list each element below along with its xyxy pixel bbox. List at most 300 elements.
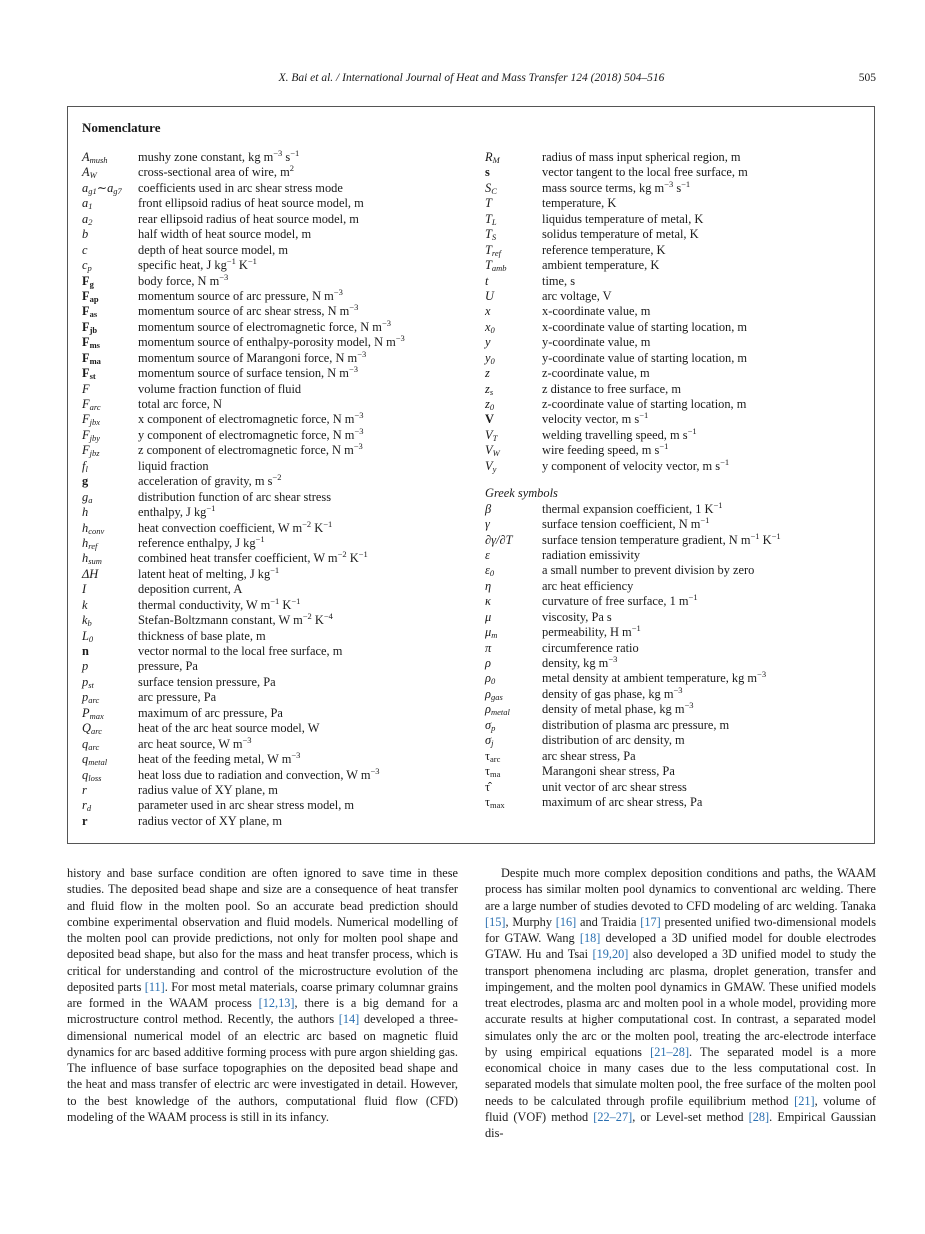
unit-exponent: −3 bbox=[333, 286, 343, 297]
symbol-subscript: metal bbox=[490, 707, 510, 718]
unit-exponent: −1 bbox=[639, 410, 649, 421]
nomenclature-symbol: I bbox=[82, 582, 87, 597]
symbol-subscript: l bbox=[85, 463, 88, 474]
nomenclature-entry bbox=[485, 397, 870, 412]
nomenclature-symbol: κ bbox=[485, 594, 491, 609]
nomenclature-entry bbox=[82, 150, 472, 165]
nomenclature-box bbox=[67, 106, 875, 844]
nomenclature-symbol: τ̂ bbox=[485, 779, 490, 794]
nomenclature-symbol: $A_W$ bbox=[82, 165, 97, 181]
nomenclature-symbol: $\tau_{max}$ bbox=[485, 794, 505, 810]
citation-link: [17] bbox=[640, 914, 661, 929]
nomenclature-definition: y component of velocity vector, m $s^{-1}$ bbox=[542, 456, 730, 473]
nomenclature-entry bbox=[485, 304, 870, 319]
nomenclature-definition: density, kg $m^{-3}$ bbox=[542, 654, 618, 670]
unit-exponent: −1 bbox=[270, 564, 280, 575]
nomenclature-definition: momentum source of surface tension, N $m^{-3}$ bbox=[138, 364, 358, 381]
nomenclature-symbol: $c_p$ bbox=[82, 258, 92, 274]
unit-exponent: −3 bbox=[608, 654, 618, 664]
nomenclature-definition: coefficients used in arc shear stress mode bbox=[138, 180, 343, 195]
nomenclature-entry bbox=[82, 505, 472, 520]
nomenclature-symbol: $h_{ref}$ bbox=[82, 535, 98, 551]
symbol-subscript: ap bbox=[89, 293, 99, 304]
nomenclature-entry bbox=[485, 335, 870, 350]
symbol-subscript: S bbox=[491, 232, 497, 243]
nomenclature-definition: surface tension pressure, Pa bbox=[138, 674, 276, 689]
nomenclature-entry bbox=[82, 412, 472, 427]
nomenclature-definition: solidus temperature of metal, K bbox=[542, 227, 699, 242]
nomenclature-symbol: $\tau_{arc}$ bbox=[485, 748, 501, 764]
nomenclature-definition: thermal conductivity, W $m^{-1}$ $K^{-1}$ bbox=[138, 595, 301, 612]
symbol-subscript: m bbox=[491, 630, 498, 641]
nomenclature-definition: depth of heat source model, m bbox=[138, 242, 289, 257]
nomenclature-symbol: $F_{jbz}$ bbox=[82, 443, 100, 459]
unit-exponent: −3 bbox=[370, 765, 380, 776]
unit-exponent: −1 bbox=[226, 256, 236, 267]
nomenclature-entry bbox=[485, 610, 870, 625]
nomenclature-definition: radiation emissivity bbox=[542, 547, 641, 562]
nomenclature-definition: deposition current, A bbox=[138, 582, 243, 597]
nomenclature-symbol: $q_{loss}$ bbox=[82, 767, 102, 783]
nomenclature-entry bbox=[82, 734, 472, 752]
citation-link: [19,20] bbox=[592, 947, 629, 962]
nomenclature-entry bbox=[82, 196, 472, 211]
nomenclature-entry bbox=[82, 629, 472, 644]
symbol-subscript: 0 bbox=[489, 402, 495, 412]
nomenclature-entry bbox=[82, 490, 472, 505]
nomenclature-symbol: $T_{ref}$ bbox=[485, 242, 502, 258]
symbol-subscript: T bbox=[492, 432, 498, 443]
nomenclature-symbol: $\rho_{metal}$ bbox=[485, 702, 510, 718]
nomenclature-entry bbox=[485, 795, 870, 810]
nomenclature-symbol: k bbox=[82, 597, 88, 612]
nomenclature-entry bbox=[485, 212, 870, 227]
symbol-subscript: max bbox=[489, 799, 505, 810]
symbol-subscript: d bbox=[86, 803, 92, 814]
symbol-subscript: mush bbox=[89, 155, 108, 165]
nomenclature-entry bbox=[82, 706, 472, 721]
nomenclature-entry bbox=[485, 656, 870, 671]
nomenclature-entry bbox=[485, 764, 870, 779]
paragraph: Despite much more complex deposition conditions and paths, the WAAM process has similar molten pool dynamics to conventional arc welding. There are a large number of studies devoted to CFD modeling of arc welding. Tanaka [15], Murphy [16] and Traidia [17] presented unified two-dimensional models for GTAW. Wang [18] developed a 3D unified model for double electrodes GTAW. Hu and Tsai [19,20] also developed a 3D unified model to study the transport phenomena including arc plasma, droplet generation, transfer and impingement, and the molten pool dynamics in GMAW. These unified models treat electrodes, plasma arc and molten pool in a whole model, providing more accurate results at higher computational cost. In contrast, a separated model simulates only the arc or the molten pool, treating the arc-electrode interface by using empirical equations [21–28]. The separated model is a more economical choice in many cases due to the less computational cost. In separated models that simulate molten pool, the free surface of the molten pool needs to be calculated through profile equilibrium method [21], volume of fluid (VOF) method [22–27], or Level-set method [28]. Empirical Gaussian dis- bbox=[485, 866, 877, 1140]
nomenclature-entry bbox=[82, 752, 472, 767]
symbol-subscript: arc bbox=[489, 753, 501, 764]
nomenclature-symbol: $h_{conv}$ bbox=[82, 520, 105, 536]
section-gap bbox=[485, 474, 870, 486]
nomenclature-symbol: U bbox=[485, 288, 494, 303]
nomenclature-symbol: ΔH bbox=[82, 566, 99, 581]
nomenclature-entry bbox=[485, 258, 870, 273]
nomenclature-symbol: h bbox=[82, 505, 89, 520]
nomenclature-symbol: ∂γ/∂T bbox=[485, 532, 513, 547]
nomenclature-entry bbox=[82, 659, 472, 674]
citation-link: [28] bbox=[748, 1109, 770, 1124]
nomenclature-definition: z-coordinate value of starting location, m bbox=[542, 397, 747, 411]
nomenclature-symbol: g bbox=[82, 474, 89, 489]
nomenclature-symbol: $F_{ap}$ bbox=[82, 288, 99, 304]
nomenclature-entry bbox=[82, 518, 472, 536]
nomenclature-entry bbox=[485, 382, 870, 397]
nomenclature-definition: liquid fraction bbox=[138, 458, 209, 473]
nomenclature-entry bbox=[82, 258, 472, 273]
unit-exponent: −1 bbox=[290, 148, 300, 158]
nomenclature-definition: pressure, Pa bbox=[138, 659, 198, 674]
symbol-subscript: p bbox=[491, 722, 496, 733]
nomenclature-definition: density of gas phase, kg $m^{-3}$ bbox=[542, 684, 683, 701]
nomenclature-definition: Stefan-Boltzmann constant, W $m^{-2}$ $K^{-4}$ bbox=[138, 611, 333, 628]
nomenclature-entry bbox=[82, 644, 472, 659]
nomenclature-symbol: c bbox=[82, 242, 88, 257]
nomenclature-entry bbox=[485, 548, 870, 563]
nomenclature-entry bbox=[82, 382, 472, 397]
nomenclature-definition: welding travelling speed, m $s^{-1}$ bbox=[542, 425, 697, 442]
nomenclature-definition: viscosity, Pa s bbox=[542, 609, 612, 624]
nomenclature-entry bbox=[485, 456, 870, 474]
body-text-right-column bbox=[485, 865, 876, 1141]
unit-exponent: −1 bbox=[358, 549, 368, 560]
nomenclature-entry bbox=[82, 443, 472, 458]
symbol-subscript: M bbox=[492, 155, 500, 165]
symbol-subscript: max bbox=[89, 710, 104, 721]
nomenclature-entry bbox=[82, 675, 472, 690]
symbol-subscript: 1 bbox=[88, 201, 93, 212]
nomenclature-symbol: p bbox=[82, 659, 89, 674]
nomenclature-symbol: $x_0$ bbox=[485, 319, 495, 335]
nomenclature-symbol: $V_W$ bbox=[485, 443, 500, 459]
symbol-subscript: 0 bbox=[490, 324, 495, 335]
unit-exponent: −3 bbox=[291, 750, 301, 761]
nomenclature-definition: surface tension coefficient, N $m^{-1}$ bbox=[542, 515, 710, 532]
nomenclature-definition: maximum of arc pressure, Pa bbox=[138, 705, 283, 720]
symbol-subscript: ma bbox=[489, 769, 501, 780]
nomenclature-entry bbox=[485, 499, 870, 517]
nomenclature-symbol: $P_{max}$ bbox=[82, 705, 104, 721]
unit-exponent: −1 bbox=[291, 595, 301, 606]
citation-link: [11] bbox=[144, 979, 165, 994]
nomenclature-entry bbox=[485, 530, 870, 548]
nomenclature-entry bbox=[485, 517, 870, 532]
nomenclature-symbol: $a_1$ bbox=[82, 196, 93, 212]
nomenclature-entry bbox=[485, 243, 870, 258]
unit-exponent: −3 bbox=[684, 700, 694, 711]
nomenclature-definition: momentum source of enthalpy-porosity model, N $m^{-3}$ bbox=[138, 333, 405, 350]
nomenclature-symbol: x bbox=[485, 304, 491, 319]
nomenclature-symbol: $L_0$ bbox=[82, 628, 94, 644]
nomenclature-symbol: $g_a$ bbox=[82, 489, 93, 505]
nomenclature-symbol: $h_{sum}$ bbox=[82, 551, 102, 567]
nomenclature-definition: maximum of arc shear stress, Pa bbox=[542, 794, 703, 809]
nomenclature-entry bbox=[82, 286, 472, 304]
nomenclature-definition: z component of electromagnetic force, N $m^{-3}$ bbox=[138, 441, 363, 458]
nomenclature-definition: x-coordinate value, m bbox=[542, 304, 651, 319]
nomenclature-symbol: $F_{jby}$ bbox=[82, 427, 100, 443]
nomenclature-symbol: z bbox=[485, 366, 490, 381]
unit-exponent: −1 bbox=[688, 592, 698, 603]
nomenclature-symbol: $Q_{arc}$ bbox=[82, 721, 102, 737]
nomenclature-entry bbox=[485, 227, 870, 242]
nomenclature-symbol: $S_C$ bbox=[485, 180, 497, 196]
nomenclature-entry bbox=[485, 563, 870, 578]
nomenclature-entry bbox=[82, 474, 472, 489]
symbol-subscript: arc bbox=[89, 402, 101, 412]
symbol-subscript: 0 bbox=[88, 633, 94, 644]
nomenclature-entry bbox=[485, 351, 870, 366]
symbol-subscript: arc bbox=[90, 726, 102, 737]
citation-link: [21] bbox=[794, 1093, 815, 1108]
nomenclature-symbol: y bbox=[485, 335, 491, 350]
symbol-subscript: g7 bbox=[113, 185, 122, 196]
nomenclature-entry bbox=[82, 783, 472, 798]
nomenclature-definition: front ellipsoid radius of heat source model, m bbox=[138, 196, 364, 211]
nomenclature-entry bbox=[485, 718, 870, 733]
symbol-subscript: 0 bbox=[489, 568, 495, 579]
symbol-subscript: W bbox=[492, 448, 500, 459]
symbol-subscript: g bbox=[89, 278, 94, 289]
nomenclature-definition: distribution of plasma arc pressure, m bbox=[542, 717, 730, 732]
unit-exponent: −1 bbox=[323, 518, 333, 529]
nomenclature-symbol: $R_M$ bbox=[485, 150, 500, 165]
nomenclature-entry bbox=[82, 595, 472, 613]
nomenclature-symbol: μ bbox=[485, 609, 492, 624]
nomenclature-entry bbox=[485, 749, 870, 764]
unit-exponent: −3 bbox=[353, 441, 363, 452]
nomenclature-definition: distribution of arc density, m bbox=[542, 733, 685, 748]
nomenclature-symbol: $a_2$ bbox=[82, 211, 93, 227]
symbol-subscript: b bbox=[87, 618, 92, 629]
nomenclature-definition: specific heat, J $kg^{-1}$ $K^{-1}$ bbox=[138, 256, 257, 273]
symbol-subscript: ma bbox=[89, 355, 101, 366]
body-text-left-column bbox=[67, 865, 458, 1125]
nomenclature-definition: z-coordinate value, m bbox=[542, 366, 650, 381]
symbol-subscript: 0 bbox=[490, 676, 496, 687]
nomenclature-title: Nomenclature bbox=[82, 120, 161, 135]
nomenclature-definition: parameter used in arc shear stress model, m bbox=[138, 798, 355, 813]
nomenclature-definition: arc heat source, W $m^{-3}$ bbox=[138, 734, 252, 751]
nomenclature-symbol: $F_{st}$ bbox=[82, 366, 96, 382]
nomenclature-entry bbox=[485, 702, 870, 717]
nomenclature-entry bbox=[82, 271, 472, 289]
nomenclature-definition: y-coordinate value of starting location, m bbox=[542, 350, 748, 365]
nomenclature-definition: heat convection coefficient, W $m^{-2}$ $K^{-1}$ bbox=[138, 518, 333, 535]
greek-symbols-heading: Greek symbols bbox=[485, 486, 558, 501]
unit-exponent: −1 bbox=[681, 178, 691, 189]
nomenclature-symbol: $T_S$ bbox=[485, 227, 497, 243]
nomenclature-entry bbox=[485, 366, 870, 381]
nomenclature-definition: density of metal phase, kg $m^{-3}$ bbox=[542, 700, 694, 717]
paragraph: history and base surface condition are often ignored to save time in these studies. The deposited bead shape and size are a consequence of heat transfer and fluid flow in the molten pool. So an accurate bead prediction should combine experimental observation and fluid models. Numerical modelling of the molten pool can provide predictions, not only for molten pool shape and deposited bead shape, but also for the mass and heat transfer process, which is critical for understanding and control of the microstructure evolution of the deposited parts [11]. For most metal materials, coarse primary columnar grains are formed in the WAAM process [12,13], there is a big demand for a microstructure control method. Recently, the authors [14] developed a three-dimensional numerical model of an electric arc based on magnetic fluid dynamics for arc based additive forming process with pure argon shielding gas. The influence of base surface topographies on the deposited bead shape and the heat and mass transfer of electric arc were investigated in detail. However, to the best knowledge of the authors, computational fluid flow (CFD) modeling of the WAAM process is still in its infancy. bbox=[67, 866, 458, 1124]
unit-exponent: −2 bbox=[272, 472, 282, 483]
nomenclature-definition: acceleration of gravity, m $s^{-2}$ bbox=[138, 472, 282, 489]
unit-exponent: −3 bbox=[348, 364, 358, 375]
nomenclature-entry bbox=[82, 798, 472, 813]
nomenclature-entry bbox=[82, 227, 472, 242]
symbol-subscript: W bbox=[89, 170, 97, 181]
nomenclature-definition: volume fraction function of fluid bbox=[138, 381, 302, 396]
nomenclature-definition: time, s bbox=[542, 273, 576, 288]
nomenclature-symbol: $F_{jbx}$ bbox=[82, 412, 100, 428]
nomenclature-symbol: $F_g$ bbox=[82, 273, 94, 289]
nomenclature-symbol: n bbox=[82, 644, 89, 658]
nomenclature-symbol: γ bbox=[485, 517, 490, 532]
nomenclature-definition: half width of heat source model, m bbox=[138, 227, 312, 242]
nomenclature-symbol: T bbox=[485, 196, 492, 211]
nomenclature-symbol: $\sigma_p$ bbox=[485, 717, 496, 733]
nomenclature-entry bbox=[485, 320, 870, 335]
nomenclature-definition: velocity vector, m $s^{-1}$ bbox=[542, 410, 649, 427]
nomenclature-symbol: $V_y$ bbox=[485, 458, 497, 474]
nomenclature-entry bbox=[485, 289, 870, 304]
citation-link: [22–27] bbox=[593, 1109, 633, 1124]
nomenclature-definition: surface tension temperature gradient, N $m^{-1}$ $K^{-1}$ bbox=[542, 530, 781, 547]
nomenclature-definition: mushy zone constant, kg $m^{-3}$ $s^{-1}$ bbox=[138, 148, 300, 164]
unit-exponent: −3 bbox=[395, 333, 405, 344]
unit-exponent: −3 bbox=[381, 317, 391, 328]
nomenclature-definition: arc shear stress, Pa bbox=[542, 748, 636, 763]
nomenclature-symbol: F bbox=[82, 381, 90, 396]
nomenclature-entry bbox=[82, 425, 472, 443]
nomenclature-symbol: $k_b$ bbox=[82, 613, 92, 629]
symbol-subscript: L bbox=[491, 216, 497, 227]
unit-exponent: −3 bbox=[273, 148, 283, 158]
symbol-subscript: a bbox=[88, 494, 93, 505]
nomenclature-symbol: $V_T$ bbox=[485, 427, 498, 443]
nomenclature-symbol: $z_s$ bbox=[485, 381, 494, 397]
nomenclature-definition: momentum source of electromagnetic force, N $m^{-3}$ bbox=[138, 317, 391, 334]
nomenclature-entry bbox=[485, 641, 870, 656]
nomenclature-definition: metal density at ambient temperature, kg $m^{-3}$ bbox=[542, 669, 767, 686]
symbol-subscript: conv bbox=[88, 525, 105, 536]
citation-link: [16] bbox=[555, 914, 577, 929]
unit-exponent: −1 bbox=[700, 515, 710, 526]
symbol-subscript: 0 bbox=[490, 355, 495, 366]
unit-exponent: −1 bbox=[631, 623, 641, 634]
nomenclature-entry bbox=[82, 564, 472, 582]
nomenclature-definition: enthalpy, J $kg^{-1}$ bbox=[138, 503, 216, 520]
nomenclature-entry bbox=[82, 348, 472, 366]
nomenclature-entry bbox=[82, 243, 472, 258]
unit-exponent: −1 bbox=[720, 456, 730, 467]
nomenclature-symbol: $a_{g1}\sim a_{g7}$ bbox=[82, 180, 122, 196]
nomenclature-symbol: $\rho_{gas}$ bbox=[485, 686, 503, 702]
nomenclature-definition: Marangoni shear stress, Pa bbox=[542, 764, 675, 779]
nomenclature-symbol: V bbox=[485, 412, 494, 427]
nomenclature-definition: reference enthalpy, J $kg^{-1}$ bbox=[138, 533, 265, 550]
nomenclature-entry bbox=[485, 425, 870, 443]
symbol-subscript: C bbox=[491, 185, 497, 196]
nomenclature-symbol: ε bbox=[485, 547, 490, 562]
nomenclature-symbol: $p_{st}$ bbox=[82, 674, 94, 690]
unit-exponent: −1 bbox=[687, 425, 697, 436]
nomenclature-symbol: $z_0$ bbox=[485, 397, 495, 412]
running-header bbox=[67, 72, 876, 90]
nomenclature-entry bbox=[485, 780, 870, 795]
nomenclature-entry bbox=[82, 397, 472, 412]
nomenclature-definition: momentum source of arc shear stress, N $m^{-3}$ bbox=[138, 302, 359, 319]
citation-link: [15] bbox=[485, 914, 506, 929]
unit-exponent: −1 bbox=[750, 530, 760, 541]
symbol-subscript: arc bbox=[88, 741, 100, 752]
nomenclature-definition: unit vector of arc shear stress bbox=[542, 779, 687, 794]
nomenclature-symbol: $q_{arc}$ bbox=[82, 736, 100, 752]
nomenclature-entry bbox=[485, 196, 870, 211]
nomenclature-symbol: b bbox=[82, 227, 89, 242]
nomenclature-symbol: $\varepsilon_0$ bbox=[485, 563, 495, 579]
nomenclature-symbol: $\rho_0$ bbox=[485, 671, 496, 687]
unit-exponent: −3 bbox=[354, 410, 364, 421]
nomenclature-entry bbox=[82, 613, 472, 628]
unit-exponent: −4 bbox=[323, 611, 333, 622]
nomenclature-entry bbox=[82, 335, 472, 350]
nomenclature-entry bbox=[82, 814, 472, 829]
nomenclature-definition: thermal expansion coefficient, 1 $K^{-1}$ bbox=[542, 499, 723, 516]
unit-exponent: −2 bbox=[302, 518, 312, 529]
nomenclature-definition: y component of electromagnetic force, N $m^{-3}$ bbox=[138, 425, 364, 442]
nomenclature-entry bbox=[82, 304, 472, 319]
nomenclature-symbol: ρ bbox=[485, 656, 491, 670]
nomenclature-definition: wire feeding speed, m $s^{-1}$ bbox=[542, 441, 669, 458]
nomenclature-left-column bbox=[82, 150, 472, 829]
nomenclature-definition: thickness of base plate, m bbox=[138, 628, 266, 643]
unit-exponent: −1 bbox=[247, 256, 257, 267]
symbol-subscript: y bbox=[492, 463, 497, 474]
symbol-subscript: as bbox=[89, 309, 98, 320]
nomenclature-entry bbox=[82, 165, 472, 180]
unit-exponent: −1 bbox=[270, 595, 280, 606]
nomenclature-definition: arc voltage, V bbox=[542, 288, 612, 303]
nomenclature-symbol: β bbox=[485, 501, 492, 516]
nomenclature-symbol: t bbox=[485, 273, 489, 288]
unit-exponent: −3 bbox=[349, 302, 359, 313]
nomenclature-definition: heat of the feeding metal, W $m^{-3}$ bbox=[138, 750, 301, 767]
nomenclature-entry bbox=[82, 765, 472, 783]
nomenclature-symbol: $\tau_{ma}$ bbox=[485, 764, 501, 780]
nomenclature-definition: x component of electromagnetic force, N $m^{-3}$ bbox=[138, 410, 364, 427]
nomenclature-symbol: π bbox=[485, 640, 492, 655]
nomenclature-definition: ambient temperature, K bbox=[542, 258, 660, 273]
nomenclature-entry bbox=[485, 579, 870, 594]
nomenclature-definition: circumference ratio bbox=[542, 640, 639, 655]
nomenclature-symbol: $y_0$ bbox=[485, 350, 495, 366]
citation-link: [21–28] bbox=[650, 1044, 690, 1059]
symbol-subscript: ref bbox=[491, 247, 502, 258]
nomenclature-definition: total arc force, N bbox=[138, 397, 222, 411]
unit-exponent: −2 bbox=[302, 611, 312, 622]
symbol-subscript: p bbox=[87, 263, 92, 274]
nomenclature-entry bbox=[82, 533, 472, 551]
nomenclature-symbol: $\mu_m$ bbox=[485, 625, 498, 641]
nomenclature-symbol: r bbox=[82, 813, 88, 828]
nomenclature-definition: momentum source of Marangoni force, N $m^{-3}$ bbox=[138, 348, 367, 365]
nomenclature-right-column bbox=[485, 150, 870, 810]
nomenclature-entry bbox=[485, 150, 870, 165]
nomenclature-entry bbox=[82, 366, 472, 381]
nomenclature-definition: curvature of free surface, 1 $m^{-1}$ bbox=[542, 592, 698, 609]
symbol-subscript: ms bbox=[89, 340, 100, 351]
symbol-subscript: jbz bbox=[89, 448, 100, 459]
nomenclature-definition: body force, N $m^{-3}$ bbox=[138, 271, 229, 288]
symbol-subscript: st bbox=[88, 679, 94, 690]
unit-exponent: −3 bbox=[357, 348, 367, 359]
citation-link: [12,13] bbox=[258, 996, 295, 1010]
symbol-subscript: arc bbox=[88, 695, 100, 706]
nomenclature-symbol: $T_L$ bbox=[485, 211, 497, 227]
nomenclature-definition: liquidus temperature of metal, K bbox=[542, 211, 704, 226]
nomenclature-symbol: $f_l$ bbox=[82, 458, 88, 474]
unit-exponent: −1 bbox=[713, 499, 723, 510]
nomenclature-definition: temperature, K bbox=[542, 196, 617, 211]
nomenclature-symbol: r bbox=[82, 782, 87, 797]
nomenclature-symbol: $r_d$ bbox=[82, 798, 92, 814]
